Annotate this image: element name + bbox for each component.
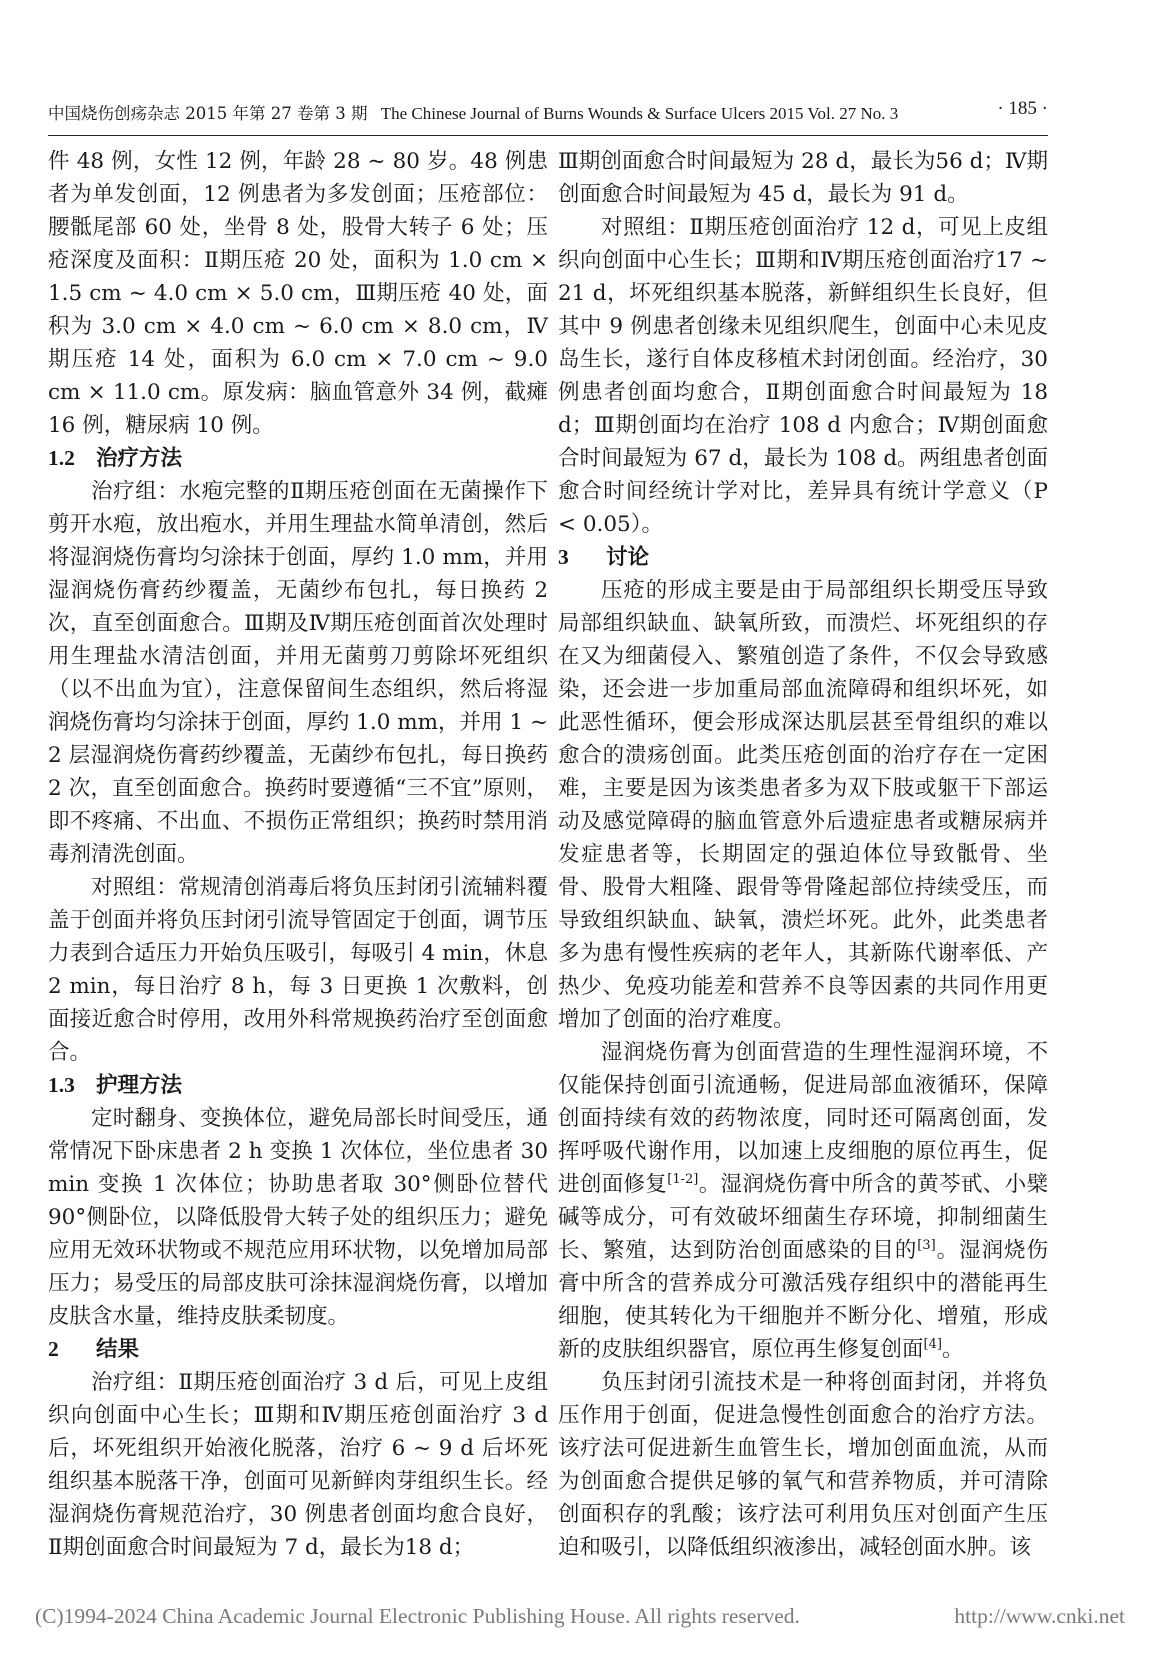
journal-name-en: The Chinese Journal of Burns Wounds & Surface Ulcers 2015 Vol. 27 No. 3 [380,104,899,123]
section-heading-3 [558,541,1048,574]
citation-ref: [3] [917,1237,936,1253]
section-number: 2 [48,1337,59,1361]
section-number: 3 [558,545,569,569]
section-heading-1-3 [48,1069,548,1102]
paragraph-results-treatment: 治疗组：Ⅱ期压疮创面治疗 3 d 后，可见上皮组织向创面中心生长；Ⅲ期和Ⅳ期压疮创面治疗 3 d后，坏死组织开始液化脱落，治疗 6 ~ 9 d 后坏死组织基本脱落干净，创面可见新鲜肉芽组织生长。经湿润烧伤膏规范治疗，30 例患者创面均愈合良好，Ⅱ期创面愈合时间最短为 7 d，最长为18 d； [48,1370,548,1560]
footer-url: http://www.cnki.net [954,1604,1125,1628]
journal-citation [48,100,898,124]
section-number: 1.3 [48,1073,75,1097]
paragraph-treatment-group: 治疗组：水疱完整的Ⅱ期压疮创面在无菌操作下剪开水疱，放出疱水，并用生理盐水简单清创，然后将湿润烧伤膏均匀涂抹于创面，厚约 1.0 mm，并用湿润烧伤膏药纱覆盖，无菌纱布包扎，每日换药 2 次，直至创面愈合。Ⅲ期及Ⅳ期压疮创面首次处理时用生理盐水清洁创面，并用无菌剪刀剪除坏死组织（以不出血为宜），注意保留间生态组织，然后将湿润烧伤膏均匀涂抹于创面，厚约 1.0 mm，并用 1 ~ 2 层湿润烧伤膏药纱覆盖，无菌纱布包扎，每日换药 2 次，直至创面愈合。换药时要遵循“三不宜”原则，即不疼痛、不出血、不损伤正常组织；换药时禁用消毒剂清洗创面。 [48,479,548,867]
citation-ref: [4] [923,1336,942,1352]
text-run: 。湿润烧伤膏中所含的营养成分可激活残存组织中的潜能再生细胞，使其转化为干细胞并不断分化、增殖，形成新的皮肤组织器官，原位再生修复创面 [558,1238,1048,1362]
paragraph-nursing: 定时翻身、变换体位，避免局部长时间受压，通常情况下卧床患者 2 h 变换 1 次体位，坐位患者 30 min 变换 1 次体位；协助患者取 30°侧卧位替代 90°侧卧位，以降低股骨大转子处的组织压力；避免应用无效环状物或不规范应用环状物，以免增加局部压力；易受压的局部皮肤可涂抹湿润烧伤膏，以增加皮肤含水量，维持皮肤柔韧度。 [48,1106,548,1329]
paragraph-control-group: 对照组：常规清创消毒后将负压封闭引流辅料覆盖于创面并将负压封闭引流导管固定于创面，调节压力表到合适压力开始负压吸引，每吸引 4 min，休息2 min，每日治疗 8 h，每 3 日更换 1 次敷料，创面接近愈合时停用，改用外科常规换药治疗至创面愈合。 [48,875,548,1065]
paragraph-discussion: 压疮的形成主要是由于局部组织长期受压导致局部组织缺血、缺氧所致，而溃烂、坏死组织的存在又为细菌侵入、繁殖创造了条件，不仅会导致感染，还会进一步加重局部血流障碍和组织坏死，如此恶性循环，便会形成深达肌层甚至骨组织的难以愈合的溃疡创面。此类压疮创面的治疗存在一定困难，主要是因为该类患者多为双下肢或躯干下部运动及感觉障碍的脑血管意外后遗症患者或糖尿病并发症患者等，长期固定的强迫体位导致骶骨、坐骨、股骨大粗隆、跟骨等骨隆起部位持续受压，而导致组织缺血、缺氧，溃烂坏死。此外，此类患者多为患有慢性疾病的老年人，其新陈代谢率低、产热少、免疫功能差和营养不良等因素的共同作用更增加了创面的治疗难度。 [558,578,1048,1032]
text-run: 。湿润烧伤膏中所含的黄芩甙、小檗碱等成分，可有效破坏细菌生存环境，抑制细菌生长、繁殖，达到防治创面感染的目的 [558,1172,1048,1263]
running-header [48,92,1048,132]
copyright-footer [35,1604,1125,1629]
paragraph-patients: 件 48 例，女性 12 例，年龄 28 ~ 80 岁。48 例患者为单发创面，12 例患者为多发创面；压疮部位：腰骶尾部 60 处，坐骨 8 处，股骨大转子 6 处；压疮深度及面积：Ⅱ期压疮 20 处，面积为 1.0 cm × 1.5 cm ~ 4.0 cm × 5.0 cm，Ⅲ期压疮 40 处，面积为 3.0 cm × 4.0 cm ~ 6.0 cm × 8.0 cm，Ⅳ期压疮 14 处，面积为 6.0 cm × 7.0 cm ~ 9.0 cm × 11.0 cm。原发病：脑血管意外 34 例，截瘫 16 例，糖尿病 10 例。 [48,149,548,438]
section-title: 治疗方法 [96,446,183,471]
paragraph-vsd: 负压封闭引流技术是一种将创面封闭，并将负压作用于创面，促进急慢性创面愈合的治疗方法。该疗法可促进新生血管生长，增加创面血流，从而为创面愈合提供足够的氧气和营养物质，并可清除创面积存的乳酸；该疗法可利用负压对创面产生压迫和吸引，以降低组织液渗出，减轻创面水肿。该 [558,1370,1048,1560]
copyright-text: (C)1994-2024 China Academic Journal Electronic Publishing House. All rights reserved. [35,1604,800,1628]
section-title: 护理方法 [96,1073,183,1098]
header-rule [48,135,1048,136]
text-run: 湿润烧伤膏为创面营造的生理性湿润环境，不仅能保持创面引流通畅，促进局部血液循环，保障创面持续有效的药物浓度，同时还可隔离创面，发挥呼吸代谢作用，以加速上皮细胞的原位再生，促进创面修复 [558,1040,1048,1197]
journal-name-cn: 中国烧伤创疡杂志 2015 年第 27 卷第 3 期 [48,104,368,123]
section-title: 结果 [96,1337,140,1362]
paragraph-results-cont: Ⅲ期创面愈合时间最短为 28 d，最长为56 d；Ⅳ期创面愈合时间最短为 45 d，最长为 91 d。 [558,149,1048,207]
section-heading-1-2 [48,442,548,475]
citation-ref: [1-2] [667,1171,699,1187]
left-column [48,145,548,1564]
paragraph-results-control: 对照组：Ⅱ期压疮创面治疗 12 d，可见上皮组织向创面中心生长；Ⅲ期和Ⅳ期压疮创面治疗17 ~ 21 d，坏死组织基本脱落，新鲜组织生长良好，但其中 9 例患者创缘未见组织爬生，创面中心未见皮岛生长，遂行自体皮移植术封闭创面。经治疗，30 例患者创面均愈合，Ⅱ期创面愈合时间最短为 18 d；Ⅲ期创面均在治疗 108 d 内愈合；Ⅳ期创面愈合时间最短为 67 d，最长为 108 d。两组患者创面愈合时间经统计学对比，差异具有统计学意义（P < 0.05）。 [558,215,1048,537]
paragraph-meibo [558,1036,1048,1366]
section-title: 讨论 [606,545,650,570]
text-run: 。 [941,1337,964,1362]
section-heading-2 [48,1333,548,1366]
section-number: 1.2 [48,446,75,470]
right-column [558,145,1048,1564]
page-number: · 185 · [997,98,1048,119]
